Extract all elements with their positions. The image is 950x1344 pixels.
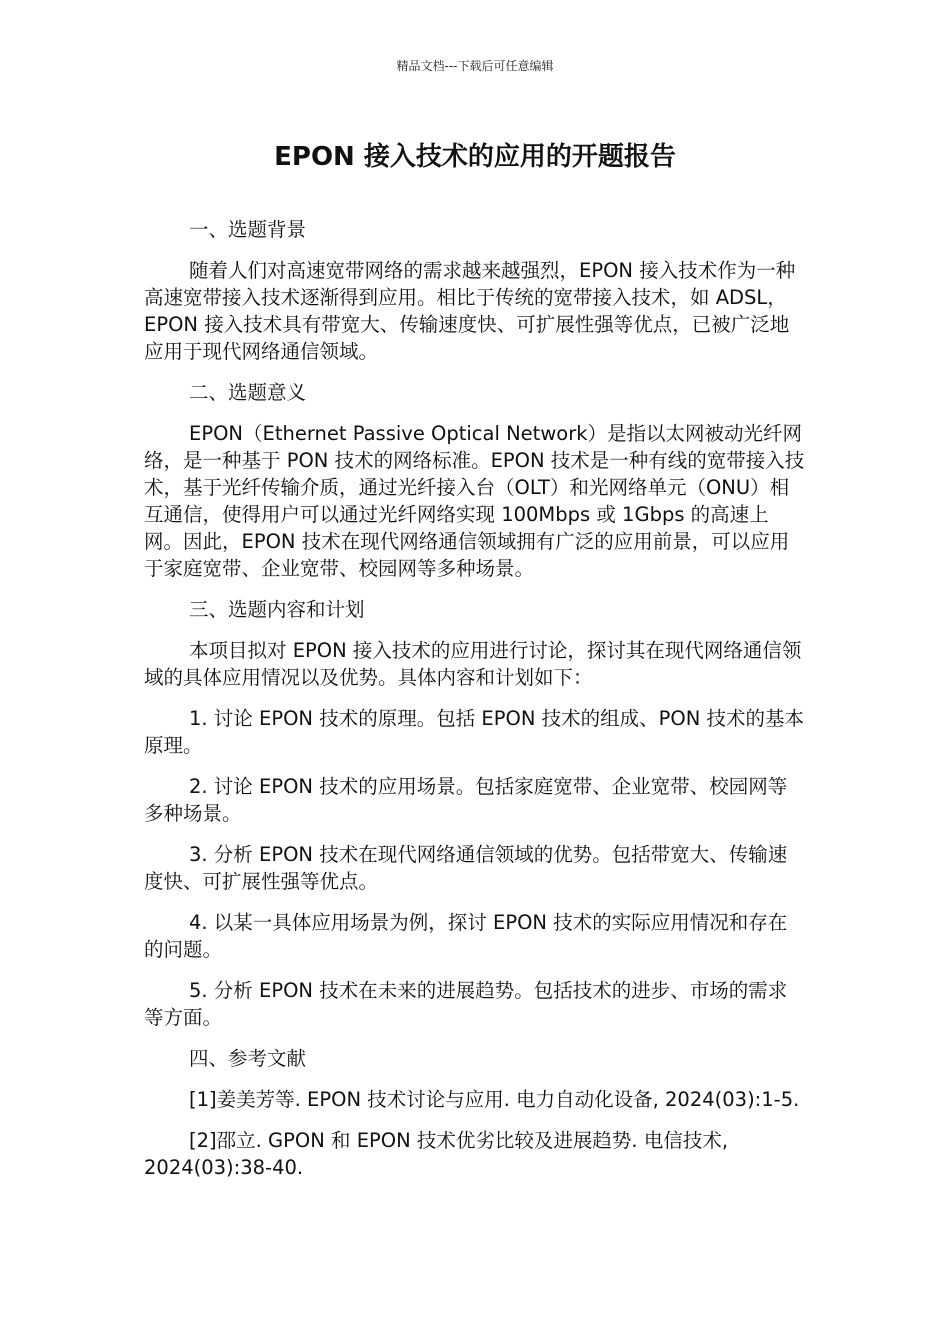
page-header: 精品文档---下载后可任意编辑: [396, 59, 554, 73]
paragraph-significance: EPON（Ethernet Passive Optical Network）是指以太网被动光纤网络，是一种基于 PON 技术的网络标准。EPON 技术是一种有线的宽带接入技术，基于光纤传输介质，通过光纤接入台（OLT）和光网络单元（ONU）相互通信，使得用户可以通过光纤网络实现 100Mbps 或 1Gbps 的高速上网。因此，EPON 技术在现代网络通信领域拥有广泛的应用前景，可以应用于家庭宽带、企业宽带、校园网等多种场景。: [144, 422, 805, 580]
section-heading-references: 四、参考文献: [189, 1047, 307, 1070]
plan-item-2: 2. 讨论 EPON 技术的应用场景。包括家庭宽带、企业宽带、校园网等多种场景。: [144, 775, 788, 825]
reference-1: [1]姜美芳等. EPON 技术讨论与应用. 电力自动化设备, 2024(03):1-5.: [189, 1088, 800, 1111]
plan-item-3: 3. 分析 EPON 技术在现代网络通信领域的优势。包括带宽大、传输速度快、可扩展性强等优点。: [144, 843, 788, 893]
section-heading-background: 一、选题背景: [189, 218, 307, 241]
reference-2: [2]邵立. GPON 和 EPON 技术优劣比较及进展趋势. 电信技术, 2024(03):38-40.: [144, 1129, 729, 1179]
paragraph-content-intro: 本项目拟对 EPON 接入技术的应用进行讨论，探讨其在现代网络通信领域的具体应用情况以及优势。具体内容和计划如下：: [144, 639, 802, 689]
plan-item-4: 4. 以某一具体应用场景为例，探讨 EPON 技术的实际应用情况和存在的问题。: [144, 911, 788, 961]
section-heading-content-plan: 三、选题内容和计划: [189, 598, 365, 621]
paragraph-background: 随着人们对高速宽带网络的需求越来越强烈，EPON 接入技术作为一种高速宽带接入技术逐渐得到应用。相比于传统的宽带接入技术，如 ADSL，EPON 接入技术具有带宽大、传输速度快、可扩展性强等优点，已被广泛地应用于现代网络通信领域。: [144, 259, 796, 363]
plan-item-5: 5. 分析 EPON 技术在未来的进展趋势。包括技术的进步、市场的需求等方面。: [144, 979, 788, 1029]
document-body: [144, 216, 806, 1195]
section-heading-significance: 二、选题意义: [189, 381, 307, 404]
plan-item-1: 1. 讨论 EPON 技术的原理。包括 EPON 技术的组成、PON 技术的基本原理。: [144, 707, 805, 757]
document-title: EPON 接入技术的应用的开题报告: [274, 142, 676, 172]
